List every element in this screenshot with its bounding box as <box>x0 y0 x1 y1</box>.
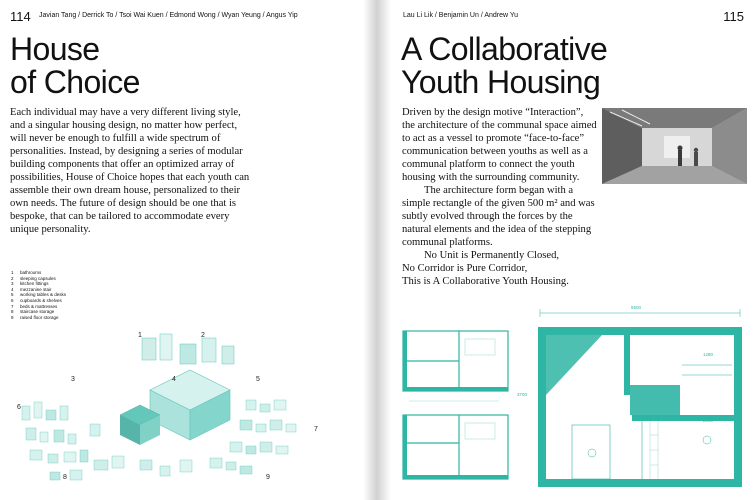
legend-item: 3 kitchen fittings <box>11 281 49 287</box>
body-text <box>10 106 256 236</box>
callout-number: 8 <box>63 474 67 481</box>
callout-number: 5 <box>256 376 260 383</box>
title-line: House <box>10 31 100 67</box>
legend-item: 7 beds & mattresses <box>11 303 58 309</box>
right-page <box>377 0 754 500</box>
callout-number: 4 <box>172 376 176 383</box>
paragraph-line: No Unit is Permanently Closed, <box>424 250 560 261</box>
title-line: A Collaborative <box>401 31 608 67</box>
legend-item: 1 bathrooms <box>11 270 42 275</box>
page-title <box>401 33 607 99</box>
page-title <box>10 33 140 99</box>
callout-number: 6 <box>17 404 21 411</box>
gutter-shadow <box>377 0 391 500</box>
legend-item: 6 cupboards & shelves <box>11 297 62 303</box>
title-line: of Choice <box>10 64 140 100</box>
callout-number: 9 <box>266 474 270 481</box>
legend-item: 4 mezzanine stair <box>11 286 52 292</box>
dimension-label: 5500 <box>631 305 642 310</box>
legend-item: 2 sleeping capsules <box>11 275 56 281</box>
dimension-label: 3700 <box>517 392 528 397</box>
page-number: 115 <box>723 9 744 24</box>
dimension-label: 2050 <box>703 418 714 423</box>
paragraph-line: No Corridor is Pure Corridor, <box>402 263 528 274</box>
legend-item: 8 staircase storage <box>11 309 55 315</box>
floor-plan-drawing <box>399 325 519 490</box>
legend-item: 9 raised floor storage <box>11 314 59 320</box>
paragraph-line: This is A Collaborative Youth Housing. <box>402 276 569 287</box>
isometric-components-drawing <box>0 320 377 500</box>
interior-photo <box>602 108 747 184</box>
page-number: 114 <box>10 9 31 24</box>
callout-number: 2 <box>201 332 205 339</box>
dimension-label: 1280 <box>703 352 714 357</box>
authors-line: Lau Li Lik / Benjamin Un / Andrew Yu <box>403 12 519 19</box>
callout-number: 3 <box>71 376 75 383</box>
body-text <box>402 106 597 288</box>
section-drawing <box>532 305 748 495</box>
callout-number: 1 <box>138 332 142 339</box>
paragraph: The architecture form began with a simple rectangle of the given 500 m² and was subtly evolved through the forces by the natural elements and the idea of the stepping communal platforms. <box>402 185 595 248</box>
title-line: Youth Housing <box>401 64 601 100</box>
legend-item: 5 working tables & desks <box>11 292 67 298</box>
component-legend <box>11 270 66 320</box>
paragraph: Each individual may have a very different living style, and a singular housing design, no matter how perfect, will never be enough to fulfill a wide spectrum of personalities. Instead, by designing a series of modular building components that offer an optimized array of possibilities, House of Choice hopes that each youth can assemble their own dream house, personalized to their own needs. The future of design should be one that is bespoke, that can be tailored to accommodate every unique personality. <box>10 107 250 235</box>
authors-line: Javian Tang / Derrick To / Tsoi Wai Kuen / Edmond Wong / Wyan Yeung / Angus Yip <box>39 12 298 19</box>
paragraph: Driven by the design motive “Interaction”, the architecture of the communal space aimed to act as a vessel to promote “face-to-face” communication between youths as well as a communal platform to connect the youth housing with the surrounding community. <box>402 107 597 183</box>
callout-number: 7 <box>314 426 318 433</box>
